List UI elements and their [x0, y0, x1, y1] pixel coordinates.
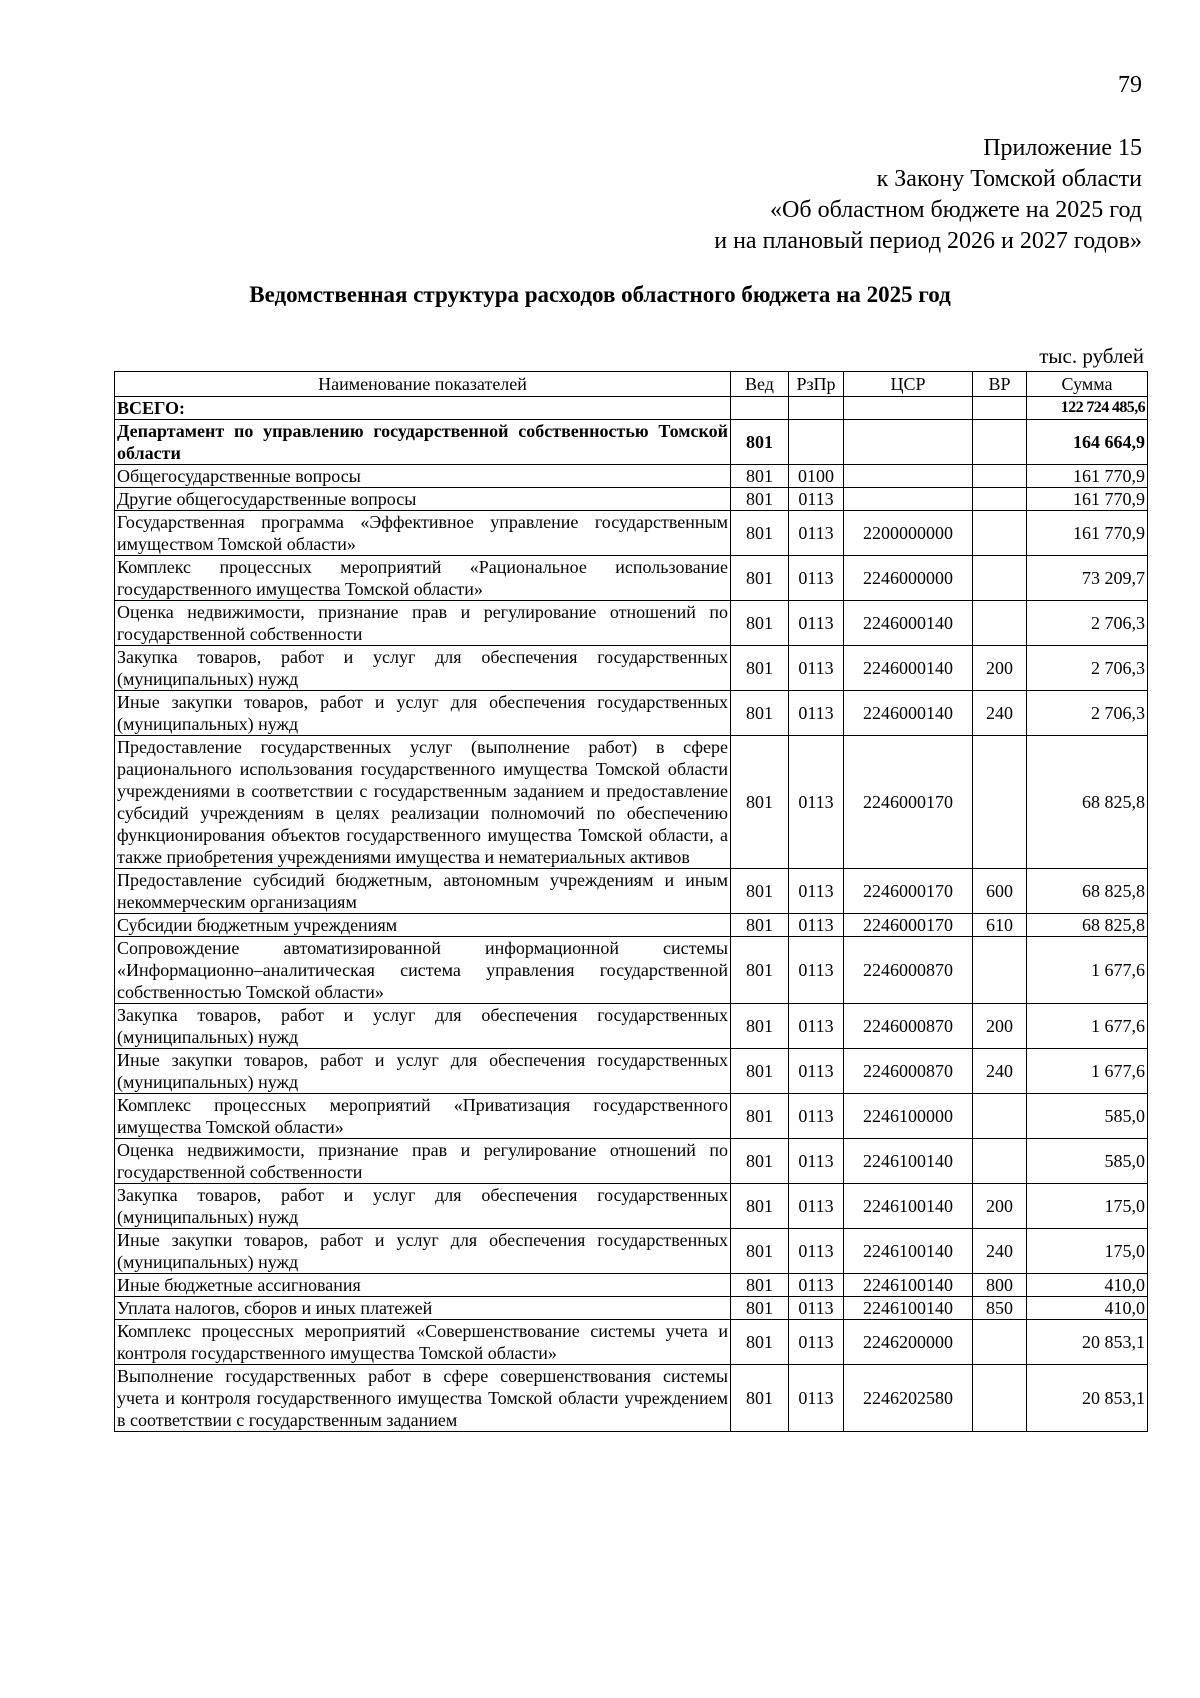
cell-ved: 801 [731, 937, 789, 1004]
cell-csr [844, 420, 973, 465]
appendix-header [714, 133, 1142, 257]
appendix-line-2: к Закону Томской области [876, 166, 1142, 192]
cell-sum: 73 209,7 [1027, 556, 1148, 601]
cell-sum: 20 853,1 [1027, 1365, 1148, 1432]
cell-csr [844, 397, 973, 420]
appendix-line-4: и на плановый период 2026 и 2027 годов» [714, 228, 1142, 254]
cell-vr [973, 397, 1027, 420]
cell-rzpr: 0113 [789, 1049, 844, 1094]
cell-csr: 2246000870 [844, 1049, 973, 1094]
cell-ved: 801 [731, 1229, 789, 1274]
table-row [115, 937, 1148, 1004]
cell-sum: 161 770,9 [1027, 511, 1148, 556]
cell-csr: 2246000000 [844, 556, 973, 601]
cell-sum: 175,0 [1027, 1229, 1148, 1274]
cell-vr [973, 1365, 1027, 1432]
cell-rzpr: 0113 [789, 736, 844, 869]
cell-sum: 68 825,8 [1027, 869, 1148, 914]
cell-name: Уплата налогов, сборов и иных платежей [115, 1297, 731, 1320]
cell-sum: 2 706,3 [1027, 601, 1148, 646]
cell-sum: 122 724 485,6 [1027, 397, 1148, 420]
table-row [115, 1094, 1148, 1139]
document-title: Ведомственная структура расходов областного бюджета на 2025 год [249, 282, 951, 307]
table-row [115, 601, 1148, 646]
unit-label: тыс. рублей [1039, 344, 1144, 368]
cell-vr: 850 [973, 1297, 1027, 1320]
cell-ved: 801 [731, 691, 789, 736]
cell-rzpr: 0113 [789, 601, 844, 646]
header-csr: ЦСР [844, 372, 973, 397]
cell-rzpr: 0113 [789, 556, 844, 601]
cell-name: Иные закупки товаров, работ и услуг для обеспечения государственных (муниципальных) нужд [115, 1229, 731, 1274]
cell-csr [844, 465, 973, 488]
cell-name: Другие общегосударственные вопросы [115, 488, 731, 511]
table-row [115, 1274, 1148, 1297]
cell-sum: 68 825,8 [1027, 736, 1148, 869]
table-row [115, 914, 1148, 937]
cell-rzpr: 0113 [789, 1184, 844, 1229]
table-row [115, 1320, 1148, 1365]
cell-rzpr: 0113 [789, 1365, 844, 1432]
table-body [115, 397, 1148, 1432]
table-header-row [115, 372, 1148, 397]
cell-ved: 801 [731, 1004, 789, 1049]
cell-ved: 801 [731, 869, 789, 914]
cell-sum: 20 853,1 [1027, 1320, 1148, 1365]
cell-rzpr: 0113 [789, 646, 844, 691]
cell-rzpr: 0113 [789, 1320, 844, 1365]
budget-table [114, 371, 1148, 1432]
cell-vr: 610 [973, 914, 1027, 937]
header-rzpr: РзПр [789, 372, 844, 397]
cell-vr: 240 [973, 1229, 1027, 1274]
cell-sum: 175,0 [1027, 1184, 1148, 1229]
cell-name: Общегосударственные вопросы [115, 465, 731, 488]
cell-vr: 200 [973, 1004, 1027, 1049]
table-row [115, 736, 1148, 869]
cell-csr: 2246000170 [844, 869, 973, 914]
table-row [115, 1139, 1148, 1184]
cell-sum: 1 677,6 [1027, 1049, 1148, 1094]
cell-ved: 801 [731, 1365, 789, 1432]
cell-csr: 2246202580 [844, 1365, 973, 1432]
cell-name: Закупка товаров, работ и услуг для обеспечения государственных (муниципальных) нужд [115, 1184, 731, 1229]
cell-rzpr: 0113 [789, 511, 844, 556]
cell-vr [973, 488, 1027, 511]
cell-ved: 801 [731, 1139, 789, 1184]
cell-rzpr: 0113 [789, 914, 844, 937]
cell-rzpr [789, 397, 844, 420]
table-row [115, 1049, 1148, 1094]
cell-name: Комплекс процессных мероприятий «Рациональное использование государственного имущества Томской области» [115, 556, 731, 601]
cell-ved: 801 [731, 736, 789, 869]
cell-rzpr: 0113 [789, 1139, 844, 1184]
cell-ved [731, 397, 789, 420]
cell-vr [973, 1094, 1027, 1139]
cell-name: Предоставление государственных услуг (выполнение работ) в сфере рационального использования государственного имущества Томской области учреждениями в соответствии с государственным заданием и предоставление субсидий учреждениям в целях реализации полномочий по обеспечению функционирования объектов государственного имущества Томской области, а также приобретения учреждениями имущества и нематериальных активов [115, 736, 731, 869]
cell-rzpr: 0113 [789, 1094, 844, 1139]
table-row [115, 511, 1148, 556]
cell-sum: 164 664,9 [1027, 420, 1148, 465]
cell-sum: 2 706,3 [1027, 646, 1148, 691]
cell-sum: 1 677,6 [1027, 1004, 1148, 1049]
table-row [115, 556, 1148, 601]
cell-ved: 801 [731, 1320, 789, 1365]
page-number: 79 [1118, 72, 1142, 98]
cell-name: Закупка товаров, работ и услуг для обеспечения государственных (муниципальных) нужд [115, 1004, 731, 1049]
cell-sum: 410,0 [1027, 1274, 1148, 1297]
cell-name: Оценка недвижимости, признание прав и регулирование отношений по государственной собственности [115, 1139, 731, 1184]
cell-rzpr: 0113 [789, 1229, 844, 1274]
cell-csr: 2246000170 [844, 736, 973, 869]
cell-ved: 801 [731, 488, 789, 511]
cell-vr [973, 465, 1027, 488]
cell-rzpr [789, 420, 844, 465]
cell-ved: 801 [731, 465, 789, 488]
table-row [115, 1297, 1148, 1320]
cell-vr [973, 736, 1027, 869]
cell-csr: 2246000870 [844, 1004, 973, 1049]
cell-name: Иные закупки товаров, работ и услуг для обеспечения государственных (муниципальных) нужд [115, 691, 731, 736]
cell-name: Оценка недвижимости, признание прав и регулирование отношений по государственной собственности [115, 601, 731, 646]
cell-sum: 68 825,8 [1027, 914, 1148, 937]
appendix-line-3: «Об областном бюджете на 2025 год [770, 197, 1142, 223]
cell-name: ВСЕГО: [115, 397, 731, 420]
table-row [115, 691, 1148, 736]
cell-csr: 2200000000 [844, 511, 973, 556]
cell-ved: 801 [731, 1274, 789, 1297]
cell-name: Департамент по управлению государственной собственностью Томской области [115, 420, 731, 465]
cell-csr: 2246200000 [844, 1320, 973, 1365]
table-row [115, 465, 1148, 488]
cell-ved: 801 [731, 1049, 789, 1094]
table-row [115, 1004, 1148, 1049]
cell-name: Государственная программа «Эффективное управление государственным имуществом Томской области» [115, 511, 731, 556]
cell-sum: 161 770,9 [1027, 465, 1148, 488]
cell-vr: 600 [973, 869, 1027, 914]
cell-rzpr: 0100 [789, 465, 844, 488]
cell-name: Комплекс процессных мероприятий «Приватизация государственного имущества Томской области» [115, 1094, 731, 1139]
cell-vr: 240 [973, 1049, 1027, 1094]
cell-name: Комплекс процессных мероприятий «Совершенствование системы учета и контроля государственного имущества Томской области» [115, 1320, 731, 1365]
cell-name: Субсидии бюджетным учреждениям [115, 914, 731, 937]
cell-csr: 2246100140 [844, 1139, 973, 1184]
cell-rzpr: 0113 [789, 1274, 844, 1297]
cell-ved: 801 [731, 511, 789, 556]
cell-name: Иные бюджетные ассигнования [115, 1274, 731, 1297]
cell-sum: 161 770,9 [1027, 488, 1148, 511]
cell-rzpr: 0113 [789, 1297, 844, 1320]
header-name: Наименование показателей [115, 372, 731, 397]
cell-ved: 801 [731, 1184, 789, 1229]
cell-vr: 240 [973, 691, 1027, 736]
cell-csr: 2246100140 [844, 1184, 973, 1229]
cell-csr: 2246100140 [844, 1229, 973, 1274]
cell-csr: 2246000140 [844, 646, 973, 691]
table-row [115, 869, 1148, 914]
cell-sum: 585,0 [1027, 1139, 1148, 1184]
cell-name: Предоставление субсидий бюджетным, автономным учреждениям и иным некоммерческим организациям [115, 869, 731, 914]
header-vr: ВР [973, 372, 1027, 397]
table-row [115, 1229, 1148, 1274]
cell-sum: 410,0 [1027, 1297, 1148, 1320]
cell-name: Сопровождение автоматизированной информационной системы «Информационно–аналитическая система управления государственной собственностью Томской области» [115, 937, 731, 1004]
cell-rzpr: 0113 [789, 691, 844, 736]
cell-name: Иные закупки товаров, работ и услуг для обеспечения государственных (муниципальных) нужд [115, 1049, 731, 1094]
table-row [115, 1365, 1148, 1432]
cell-vr: 800 [973, 1274, 1027, 1297]
cell-csr: 2246000170 [844, 914, 973, 937]
cell-csr: 2246100140 [844, 1274, 973, 1297]
table-row [115, 420, 1148, 465]
cell-rzpr: 0113 [789, 937, 844, 1004]
cell-ved: 801 [731, 1297, 789, 1320]
cell-vr [973, 511, 1027, 556]
cell-ved: 801 [731, 914, 789, 937]
cell-rzpr: 0113 [789, 1004, 844, 1049]
cell-ved: 801 [731, 646, 789, 691]
cell-vr [973, 556, 1027, 601]
cell-ved: 801 [731, 420, 789, 465]
table-row [115, 397, 1148, 420]
cell-rzpr: 0113 [789, 869, 844, 914]
table-row [115, 488, 1148, 511]
cell-csr: 2246000870 [844, 937, 973, 1004]
cell-name: Выполнение государственных работ в сфере совершенствования системы учета и контроля государственного имущества Томской области учреждением в соответствии с государственным заданием [115, 1365, 731, 1432]
cell-ved: 801 [731, 556, 789, 601]
cell-csr: 2246100140 [844, 1297, 973, 1320]
cell-ved: 801 [731, 1094, 789, 1139]
cell-vr: 200 [973, 646, 1027, 691]
cell-vr [973, 937, 1027, 1004]
table-row [115, 1184, 1148, 1229]
appendix-line-1: Приложение 15 [983, 135, 1142, 161]
cell-vr [973, 1139, 1027, 1184]
cell-ved: 801 [731, 601, 789, 646]
cell-csr: 2246000140 [844, 691, 973, 736]
cell-sum: 2 706,3 [1027, 691, 1148, 736]
cell-vr [973, 601, 1027, 646]
table-row [115, 646, 1148, 691]
header-sum: Сумма [1027, 372, 1148, 397]
cell-csr: 2246000140 [844, 601, 973, 646]
cell-name: Закупка товаров, работ и услуг для обеспечения государственных (муниципальных) нужд [115, 646, 731, 691]
cell-vr: 200 [973, 1184, 1027, 1229]
cell-vr [973, 1320, 1027, 1365]
cell-csr: 2246100000 [844, 1094, 973, 1139]
cell-csr [844, 488, 973, 511]
cell-rzpr: 0113 [789, 488, 844, 511]
cell-vr [973, 420, 1027, 465]
cell-sum: 585,0 [1027, 1094, 1148, 1139]
header-ved: Вед [731, 372, 789, 397]
cell-sum: 1 677,6 [1027, 937, 1148, 1004]
